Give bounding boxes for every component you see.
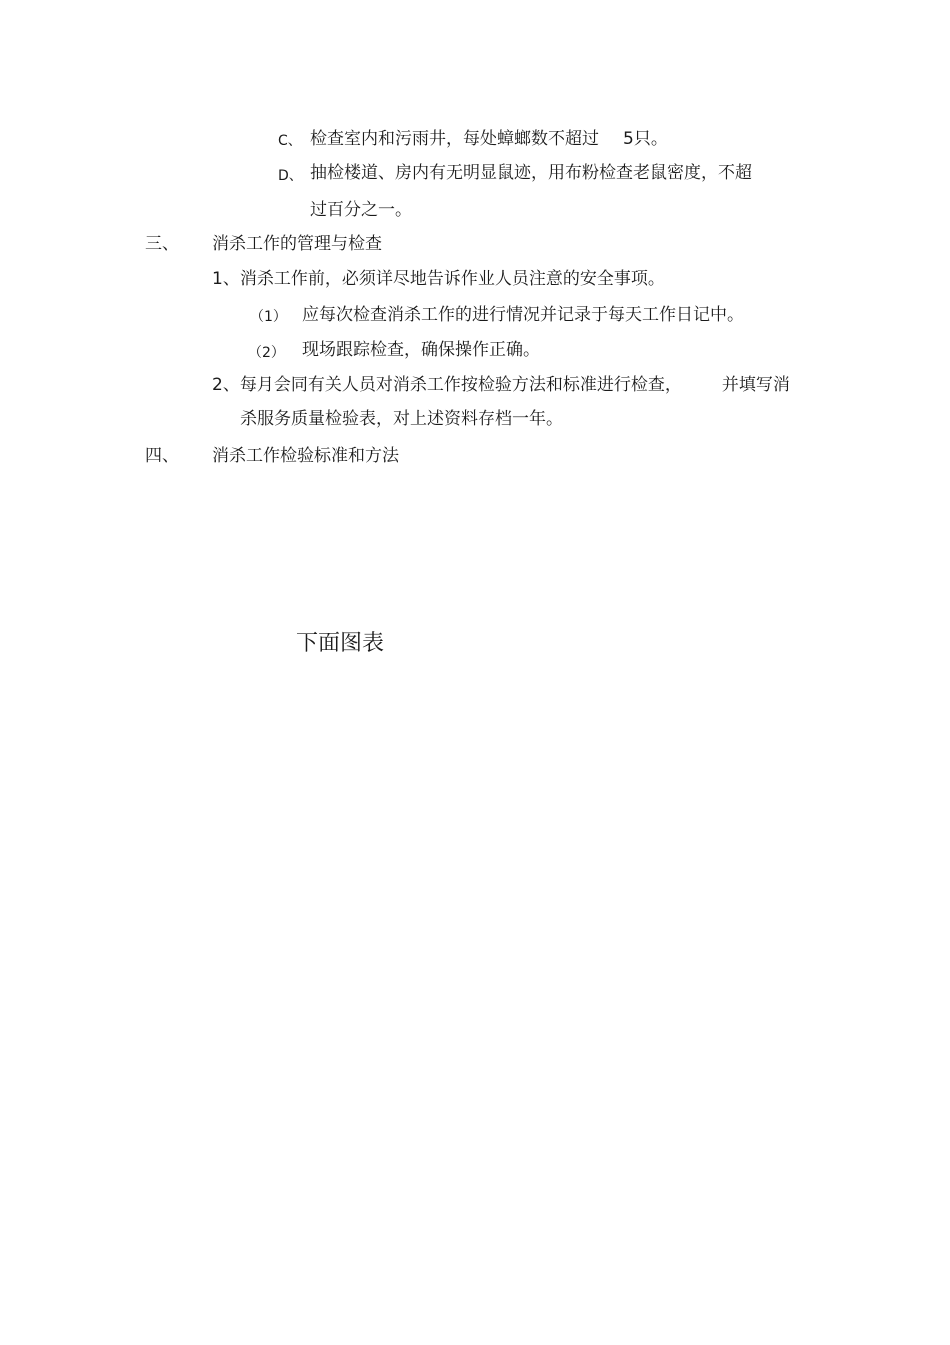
item-d-marker: D、	[278, 168, 303, 184]
point-2-line1b: 并填写消	[721, 375, 790, 395]
sub-2-marker: （2）	[248, 345, 285, 361]
sub-2-text: 现场跟踪检查，确保操作正确。	[302, 340, 540, 360]
sub-1-text: 应每次检查消杀工作的进行情况并记录于每天工作日记中。	[302, 305, 744, 325]
point-2-line2: 杀服务质量检验表，对上述资料存档一年。	[240, 409, 563, 429]
item-d-line1: 抽检楼道、房内有无明显鼠迹，用布粉检查老鼠密度，不超	[310, 163, 752, 183]
item-c-marker: C、	[278, 133, 302, 149]
section-4-title: 消杀工作检验标准和方法	[212, 446, 399, 466]
figure-caption: 下面图表	[296, 631, 385, 656]
section-3-marker: 三、	[145, 234, 179, 254]
section-4-marker: 四、	[145, 446, 179, 466]
item-d-line2: 过百分之一。	[310, 200, 412, 220]
point-2-line1	[212, 374, 790, 396]
section-3-title: 消杀工作的管理与检查	[212, 234, 382, 254]
item-c-text	[310, 128, 668, 150]
item-c-count: 5只。	[623, 129, 668, 149]
item-c-body: 检查室内和污雨井，每处蟑螂数不超过	[310, 129, 599, 149]
sub-1-marker: （1）	[250, 309, 287, 325]
point-1-text: 1、消杀工作前，必须详尽地告诉作业人员注意的安全事项。	[212, 269, 665, 289]
point-2-line1a: 2、每月会同有关人员对消杀工作按检验方法和标准进行检查，	[212, 375, 682, 395]
